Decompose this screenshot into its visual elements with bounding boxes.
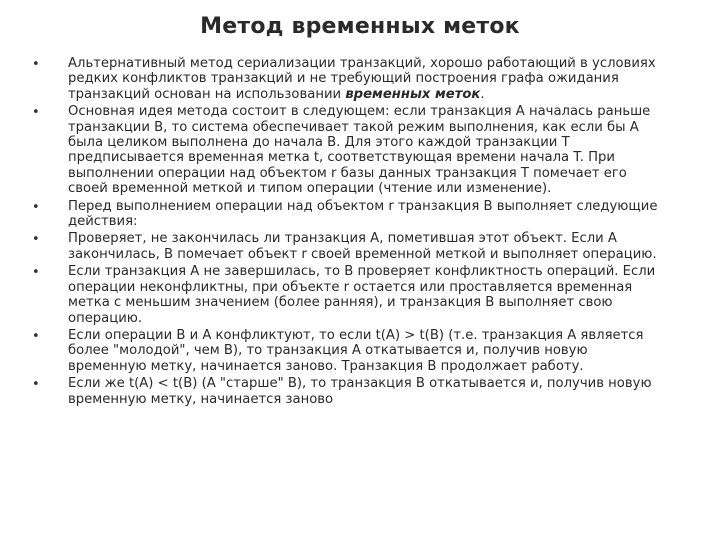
bullet-item-6 — [30, 328, 670, 374]
bullet-text: Альтернативный метод сериализации транзакций, хорошо работающий в условиях редких конфликтов транзакций и не требующий построения графа ожидания транзакций основан на использовании — [68, 56, 656, 102]
bullet-item-7 — [30, 376, 670, 407]
bullet-text: Проверяет, не закончилась ли транзакция A, пометившая этот объект. Если A закончилась, B помечает объект r своей временной меткой и выполняет операцию. — [68, 231, 657, 262]
bullet-tail: . — [480, 86, 485, 102]
bullet-dot-icon: • — [32, 105, 40, 121]
bullet-dot-icon: • — [32, 377, 40, 393]
bullet-dot-icon: • — [32, 328, 40, 344]
bullet-dot-icon: • — [32, 232, 40, 248]
bullet-text: Основная идея метода состоит в следующем: если транзакция A началась раньше транзакции B, то система обеспечивает такой режим выполнения, как если бы A была целиком выполнена до начала B. Для этого каждой транзакции T предписывается временная метка t, соответствующая времени начала T. При выполнении операции над объектом r базы данных транзакция T помечает его своей временной меткой и типом операции (чтение или изменение). — [68, 104, 651, 197]
bullet-item-5 — [30, 264, 670, 326]
bullet-dot-icon: • — [32, 265, 40, 281]
bullet-item-3 — [30, 199, 670, 230]
bullet-emphasis: временных меток — [345, 86, 481, 102]
bullet-text: Если же t(A) < t(B) (A "старше" B), то транзакция B откатывается и, получив новую временную метку, начинается заново — [68, 376, 652, 407]
bullet-text: Перед выполнением операции над объектом r транзакция B выполняет следующие действия: — [68, 198, 658, 230]
bullet-item-1 — [30, 56, 670, 102]
bullet-text: Если операции B и A конфликтуют, то если t(A) > t(B) (т.е. транзакция A является более "молодой", чем B), то транзакция A откатывается и, получив новую временную метку, начинается заново. Транзакция B продолжает работу. — [68, 327, 644, 374]
bullet-dot-icon: • — [32, 57, 40, 72]
bullet-item-4 — [30, 231, 670, 262]
slide-title: Метод временных меток — [200, 14, 520, 39]
bullet-list — [30, 56, 670, 409]
bullet-dot-icon: • — [32, 199, 40, 215]
bullet-text: Если транзакция A не завершилась, то B проверяет конфликтность операций. Если операции неконфликтны, при объекте r остается или проставляется временная метка с меньшим значением (более ранняя), и транзакция B выполняет свою операцию. — [68, 264, 656, 326]
bullet-item-2 — [30, 104, 670, 196]
